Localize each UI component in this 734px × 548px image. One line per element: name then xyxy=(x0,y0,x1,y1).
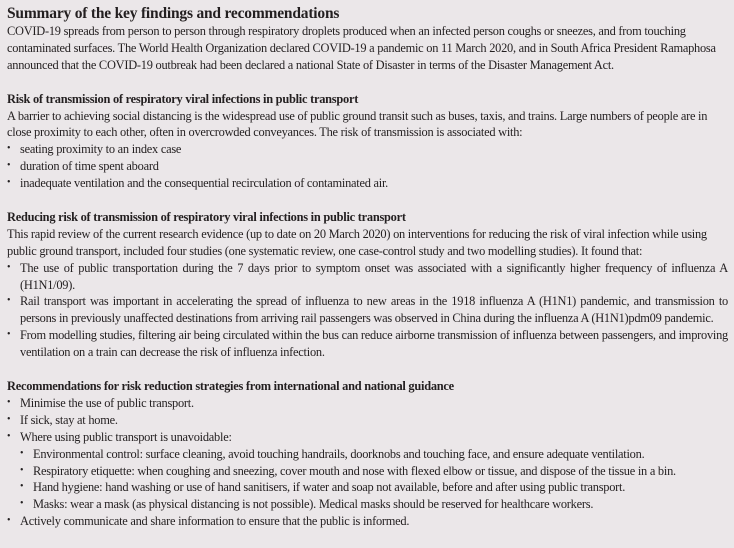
recommendations-list-end xyxy=(7,513,728,530)
list-item: • From modelling studies, filtering air being circulated within the bus can reduce airborne transmission of influenza between passengers, and improving ventilation on a train can decrease the risk of influenza infection. xyxy=(7,327,728,361)
reducing-paragraph: This rapid review of the current research evidence (up to date on 20 March 2020) on interventions for reducing the risk of viral infection while using public ground transport, included four studies (one systematic review, one case-control study and two modelling studies). It found that: xyxy=(7,226,707,258)
reducing-list xyxy=(7,260,728,361)
page-title: Summary of the key findings and recommendations xyxy=(7,5,340,22)
risk-heading: Risk of transmission of respiratory viral infections in public transport xyxy=(7,91,359,106)
list-item: • The use of public transportation during the 7 days prior to symptom onset was associated with a significantly higher frequency of influenza A (H1N1/09). xyxy=(7,260,728,294)
list-item: • Rail transport was important in accelerating the spread of influenza to new areas in the 1918 influenza A (H1N1) pandemic, and transmission to persons in previously unaffected destinations from arriving rail passengers was observed in China during the influenza A (H1N1)pdm09 pandemic. xyxy=(7,293,728,327)
risk-paragraph: A barrier to achieving social distancing is the widespread use of public ground transit such as buses, taxis, and trains. Large numbers of people are in close proximity to each other, often in overcrowded conveyances. The risk of transmission is associated with: xyxy=(7,108,708,140)
list-item: • Actively communicate and share information to ensure that the public is informed. xyxy=(7,513,728,530)
risk-section xyxy=(7,91,728,192)
intro-paragraph: COVID-19 spreads from person to person through respiratory droplets produced when an infected person coughs or sneezes, and from touching contaminated surfaces. The World Health Organization declared COVID-19 a pandemic on 11 March 2020, and in South Africa President Ramaphosa announced that the COVID-19 outbreak had been declared a national State of Disaster in terms of the Disaster Management Act. xyxy=(7,24,716,72)
list-item: • duration of time spent aboard xyxy=(7,158,728,175)
list-item: • inadequate ventilation and the consequential recirculation of contaminated air. xyxy=(7,175,728,192)
sub-list-item: • Hand hygiene: hand washing or use of hand sanitisers, if water and soap not available, before and after using public transport. xyxy=(20,479,728,496)
reducing-heading: Reducing risk of transmission of respiratory viral infections in public transport xyxy=(7,209,406,224)
recommendations-section xyxy=(7,378,728,530)
sub-list-item: • Masks: wear a mask (as physical distancing is not possible). Medical masks should be reserved for healthcare workers. xyxy=(20,496,728,513)
list-item: • seating proximity to an index case xyxy=(7,141,728,158)
list-item: • If sick, stay at home. xyxy=(7,412,728,429)
list-item: • Minimise the use of public transport. xyxy=(7,395,728,412)
sub-list xyxy=(7,446,728,514)
reducing-section xyxy=(7,209,728,361)
recommendations-heading: Recommendations for risk reduction strategies from international and national guidance xyxy=(7,378,454,393)
list-item: • Where using public transport is unavoidable: xyxy=(7,429,728,446)
risk-list xyxy=(7,141,728,192)
sub-list-item: • Environmental control: surface cleaning, avoid touching handrails, doorknobs and touching face, and ensure adequate ventilation. xyxy=(20,446,728,463)
recommendations-list xyxy=(7,395,728,446)
summary-section xyxy=(7,4,728,74)
sub-list-item: • Respiratory etiquette: when coughing and sneezing, cover mouth and nose with flexed elbow or tissue, and dispose of the tissue in a bin. xyxy=(20,463,728,480)
